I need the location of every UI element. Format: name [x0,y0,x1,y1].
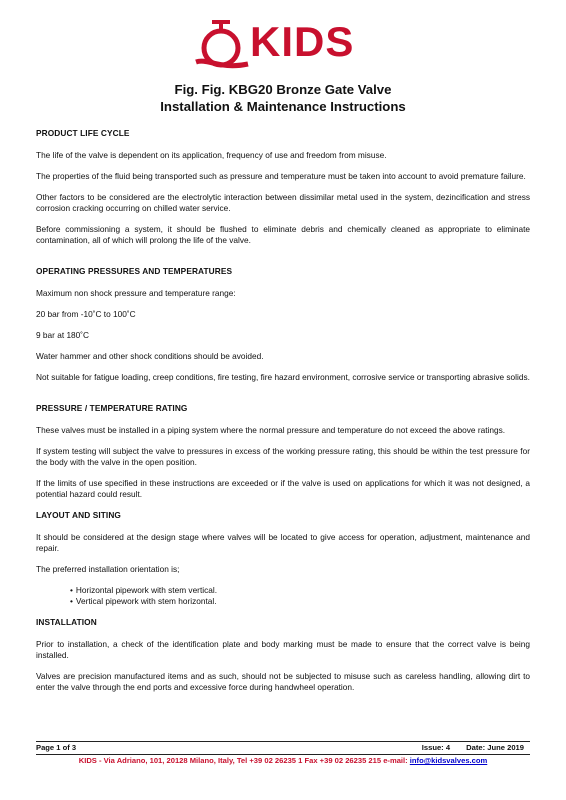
paragraph: 9 bar at 180˚C [36,330,90,340]
document-body [36,128,530,703]
issue-date: Date: June 2019 [466,743,524,752]
footer-page-info [36,743,530,753]
section-heading-operating: OPERATING PRESSURES AND TEMPERATURES [36,266,233,276]
paragraph: It should be considered at the design stage where valves will be located to give access for operation, adjustment, maintenance and repair. [36,532,530,553]
section-heading-life-cycle: PRODUCT LIFE CYCLE [36,128,130,138]
orientation-list [36,585,530,607]
paragraph: If the limits of use specified in these instructions are exceeded or if the valve is used on applications for which it was not designed, a potential hazard could result. [36,478,530,499]
document-title: Fig. Fig. KBG20 Bronze Gate Valve [174,82,392,97]
list-item: • Vertical pipework with stem horizontal. [70,596,530,607]
paragraph: Other factors to be considered are the electrolytic interaction between dissimilar metal used in the system, dezincification and stress corrosion cracking occurring on chilled water service. [36,192,530,213]
email-link[interactable]: info@kidsvalves.com [409,756,488,765]
section-heading-installation: INSTALLATION [36,617,97,627]
logo-wordmark: KIDS [250,18,355,65]
paragraph: Prior to installation, a check of the identification plate and body marking must be made to ensure that the correct valve is being installed. [36,639,530,660]
page-number: Page 1 of 3 [36,743,77,752]
document-subtitle: Installation & Maintenance Instructions [160,99,406,114]
paragraph: Not suitable for fatigue loading, creep conditions, fire testing, fire hazard environment, corrosive service or transporting abrasive solids. [36,372,530,382]
paragraph: The life of the valve is dependent on its application, frequency of use and freedom from misuse. [36,150,387,160]
paragraph: Maximum non shock pressure and temperature range: [36,288,236,298]
footer-divider [36,741,530,742]
section-heading-layout: LAYOUT AND SITING [36,510,121,520]
paragraph: 20 bar from -10˚C to 100˚C [36,309,136,319]
paragraph: The preferred installation orientation is; [36,564,180,574]
list-item: • Horizontal pipework with stem vertical. [70,585,530,596]
paragraph: Water hammer and other shock conditions should be avoided. [36,351,264,361]
paragraph: These valves must be installed in a piping system where the normal pressure and temperature do not exceed the above ratings. [36,425,506,435]
valve-logo-icon [190,18,250,70]
footer-divider [36,754,530,755]
kids-logo [190,18,380,70]
paragraph: Before commissioning a system, it should be flushed to eliminate debris and chemically cleaned as appropriate to eliminate contamination, all of which will prolong the life of the valve. [36,224,530,245]
paragraph: The properties of the fluid being transported such as pressure and temperature must be taken into account to avoid premature failure. [36,171,526,181]
company-address: KIDS - Via Adriano, 101, 20128 Milano, Italy, Tel +39 02 26235 1 Fax +39 02 26235 215 e-mail: [78,756,410,765]
footer-contact [0,756,566,766]
issue-number: Issue: 4 [421,743,451,752]
paragraph: Valves are precision manufactured items and as such, should not be subjected to misuse such as careless handling, allowing dirt to enter the valve through the end ports and excessive force during handwheel operation. [36,671,530,692]
paragraph: If system testing will subject the valve to pressures in excess of the working pressure rating, this should be within the test pressure for the body with the valve in the open position. [36,446,530,467]
section-heading-rating: PRESSURE / TEMPERATURE RATING [36,403,188,413]
